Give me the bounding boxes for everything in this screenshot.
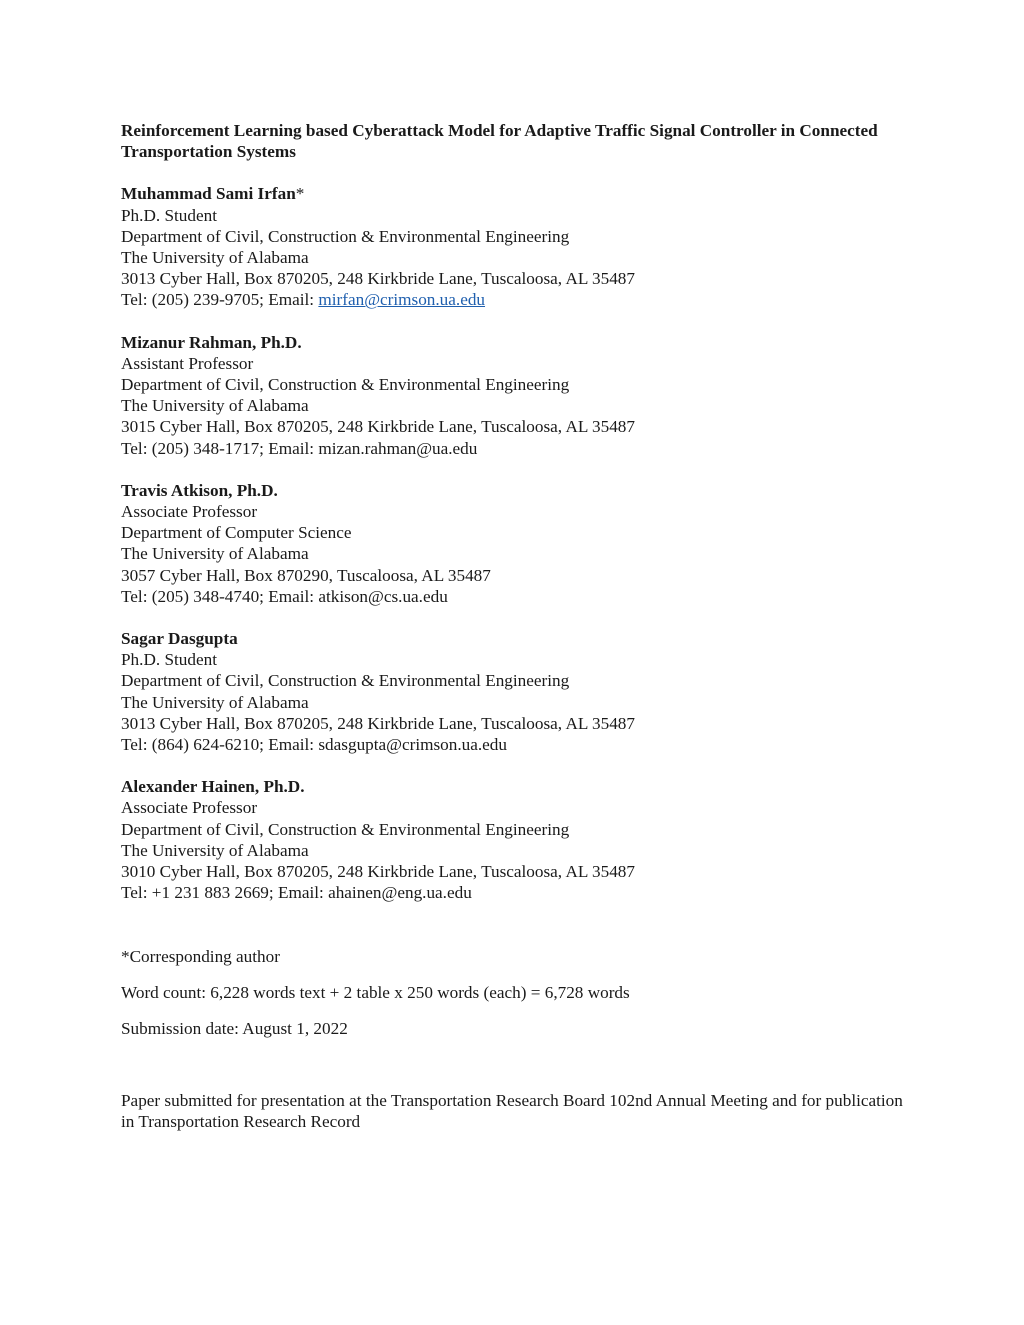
author-address: 3013 Cyber Hall, Box 870205, 248 Kirkbride Lane, Tuscaloosa, AL 35487 [121,713,635,733]
corresponding-author-note: *Corresponding author [121,946,280,966]
corresponding-marker: * [295,184,305,204]
author-position: Assistant Professor [121,353,254,373]
author-address: 3013 Cyber Hall, Box 870205, 248 Kirkbride Lane, Tuscaloosa, AL 35487 [121,269,635,289]
author-address: 3057 Cyber Hall, Box 870290, Tuscaloosa, AL 35487 [121,565,491,585]
author-block [121,628,911,755]
author-department: Department of Civil, Construction & Environmental Engineering [121,226,570,246]
author-university: The University of Alabama [121,544,309,564]
word-count: Word count: 6,228 words text + 2 table x 250 words (each) = 6,728 words [121,982,630,1002]
author-block [121,776,911,903]
author-address: 3010 Cyber Hall, Box 870205, 248 Kirkbride Lane, Tuscaloosa, AL 35487 [121,862,635,882]
author-name: Travis Atkison, Ph.D. [121,480,278,500]
author-contact: Tel: (864) 624-6210; Email: sdasgupta@crimson.ua.edu [121,735,507,755]
author-position: Associate Professor [121,798,258,818]
author-block [121,480,911,607]
author-address: 3015 Cyber Hall, Box 870205, 248 Kirkbride Lane, Tuscaloosa, AL 35487 [121,417,635,437]
author-email-link[interactable]: mirfan@crimson.ua.edu [318,290,486,310]
author-position: Associate Professor [121,502,258,522]
submission-date: Submission date: August 1, 2022 [121,1018,348,1038]
author-university: The University of Alabama [121,396,309,416]
submission-note: Paper submitted for presentation at the Transportation Research Board 102nd Annual Meeting and for publication in Transportation Research Record [121,1091,903,1132]
author-university: The University of Alabama [121,248,309,268]
author-name: Alexander Hainen, Ph.D. [121,777,305,797]
author-block [121,183,911,310]
author-contact: Tel: +1 231 883 2669; Email: ahainen@eng.ua.edu [121,883,472,903]
author-name-line [121,183,911,204]
author-contact: Tel: (205) 348-4740; Email: atkison@cs.ua.edu [121,586,448,606]
author-name: Mizanur Rahman, Ph.D. [121,332,302,352]
author-department: Department of Civil, Construction & Environmental Engineering [121,671,570,691]
author-department: Department of Civil, Construction & Environmental Engineering [121,375,570,395]
author-department: Department of Civil, Construction & Environmental Engineering [121,819,570,839]
author-name: Sagar Dasgupta [121,629,238,649]
author-department: Department of Computer Science [121,523,352,543]
author-university: The University of Alabama [121,692,309,712]
author-name: Muhammad Sami Irfan [121,184,296,204]
author-contact-prefix: Tel: (205) 239-9705; Email: [121,290,319,310]
author-position: Ph.D. Student [121,650,217,670]
author-university: The University of Alabama [121,840,309,860]
author-contact: Tel: (205) 348-1717; Email: mizan.rahman@ua.edu [121,438,478,458]
author-block [121,332,911,459]
author-position: Ph.D. Student [121,205,217,225]
paper-title: Reinforcement Learning based Cyberattack Model for Adaptive Traffic Signal Controller in Connected Transportation Systems [121,121,878,162]
author-contact [121,289,911,310]
title-page [121,120,911,1133]
